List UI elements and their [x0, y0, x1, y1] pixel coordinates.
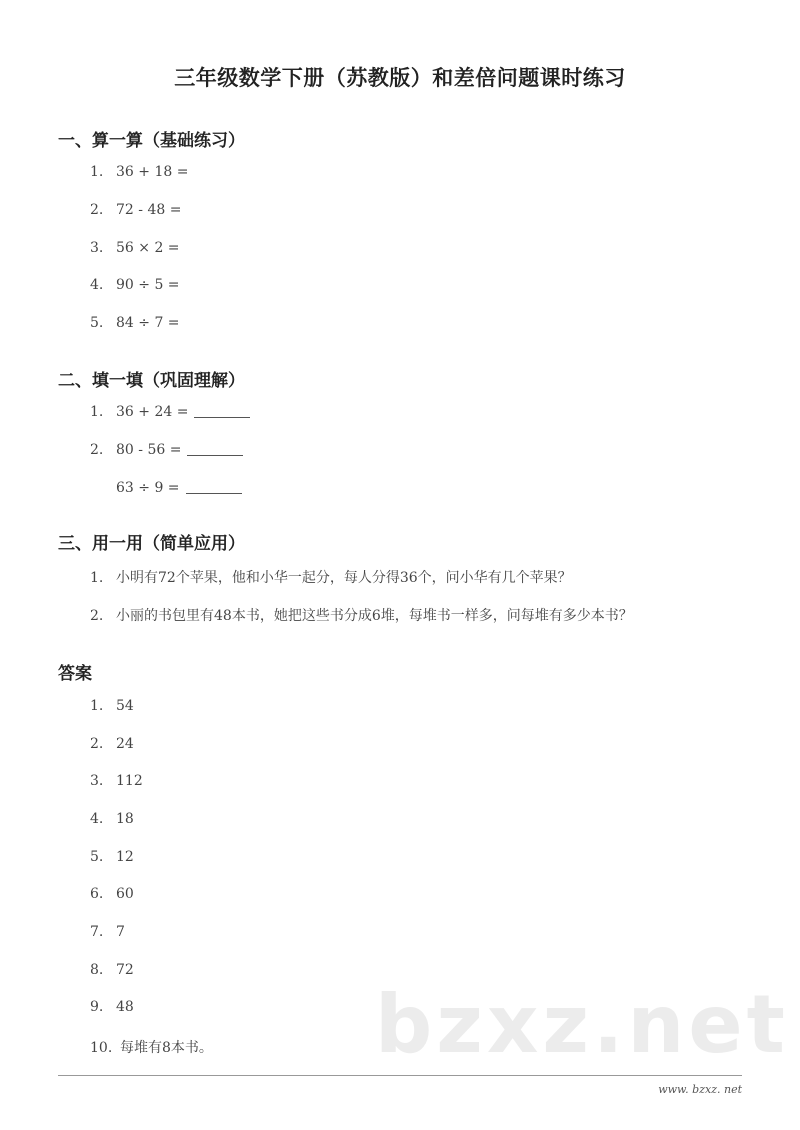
- list-item: 1. 36 + 18 =: [90, 164, 189, 180]
- footer-divider: [58, 1075, 742, 1076]
- word-problem: 1. 小明有72个苹果，他和小华一起分，每人分得36个，问小华有几个苹果？: [90, 570, 572, 586]
- fill-in-item: 2. 80 - 56 =: [90, 441, 243, 458]
- list-item: 3. 56 × 2 =: [90, 240, 180, 256]
- list-item: 2. 72 - 48 =: [90, 202, 182, 218]
- list-item: 5. 84 ÷ 7 =: [90, 315, 180, 331]
- section-heading-basic-practice: 一、算一算（基础练习）: [58, 131, 245, 151]
- fill-in-item: 1. 36 + 24 =: [90, 403, 250, 420]
- list-item: 4. 90 ÷ 5 =: [90, 277, 180, 293]
- answer-item: 5. 12: [90, 849, 134, 865]
- watermark: bzxz.net: [375, 978, 789, 1071]
- answer-item: 4. 18: [90, 811, 134, 827]
- fill-in-item: 63 ÷ 9 =: [90, 479, 242, 496]
- footer-url: www. bzxz. net: [658, 1083, 742, 1096]
- answer-item: 8. 72: [90, 962, 134, 978]
- section-heading-answers: 答案: [58, 664, 92, 684]
- answer-item: 3. 112: [90, 773, 143, 789]
- document-title: 三年级数学下册（苏教版）和差倍问题课时练习: [174, 66, 626, 90]
- answer-item: 10. 每堆有8本书。: [90, 1040, 213, 1056]
- section-heading-application: 三、用一用（简单应用）: [58, 534, 245, 554]
- answer-item: 6. 60: [90, 886, 134, 902]
- answer-item: 1. 54: [90, 698, 134, 714]
- answer-item: 7. 7: [90, 924, 125, 940]
- answer-blank: [187, 441, 243, 456]
- section-heading-consolidation: 二、填一填（巩固理解）: [58, 371, 245, 391]
- answer-item: 9. 48: [90, 999, 134, 1015]
- answer-blank: [186, 479, 242, 494]
- word-problem: 2. 小丽的书包里有48本书，她把这些书分成6堆，每堆书一样多，问每堆有多少本书？: [90, 608, 633, 624]
- answer-item: 2. 24: [90, 736, 134, 752]
- answer-blank: [194, 403, 250, 418]
